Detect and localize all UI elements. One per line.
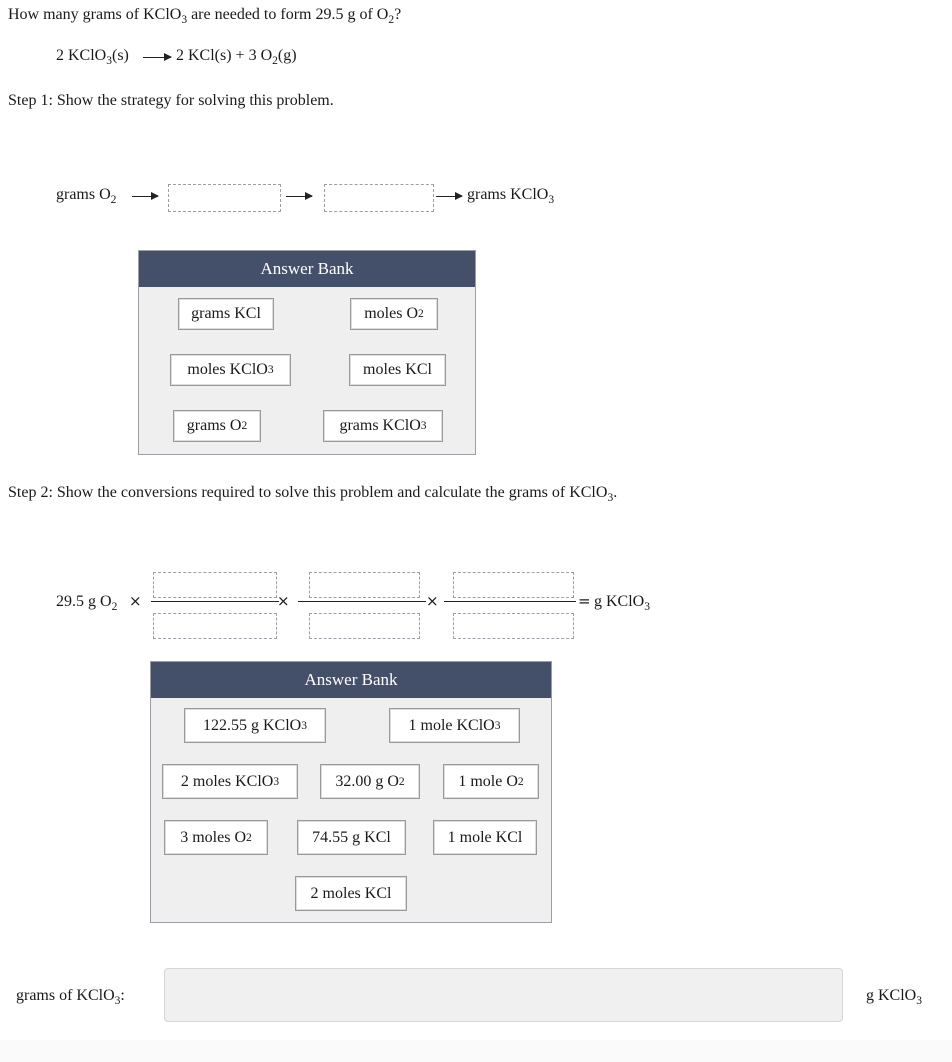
step2-instruction: Step 2: Show the conversions required to solve this problem and calculate the grams of KClO$_3$. (8, 484, 618, 505)
strategy-arrow-1 (132, 196, 158, 197)
chip-2-moles-kclo3[interactable]: 2 moles KClO 3 (162, 764, 298, 799)
times-sign-3: × (426, 592, 439, 610)
denominator-slot-2[interactable] (309, 613, 420, 639)
reaction-arrow (143, 57, 171, 58)
strategy-drop-slot-1[interactable] (168, 184, 281, 212)
answer-bank-step1 (138, 250, 476, 455)
answer-bank-title: Answer Bank (151, 662, 551, 698)
strategy-end-label: grams KClO$_3$ (467, 186, 555, 207)
grams-kclo3-answer-field[interactable] (164, 968, 843, 1022)
answer-unit: g KClO$_3$ (866, 987, 922, 1008)
chip-74-55-g-kcl[interactable]: 74.55 g KCl (297, 820, 406, 855)
answer-bank-step2 (150, 661, 552, 923)
fraction-bar-2 (298, 601, 426, 602)
chip-122-55-g-kclo3[interactable]: 122.55 g KClO 3 (184, 708, 326, 743)
result-unit: g KClO$_3$ (594, 593, 650, 614)
times-sign-2: × (277, 592, 290, 610)
answer-label: grams of KClO$_3$: (16, 987, 125, 1008)
numerator-slot-3[interactable] (453, 572, 574, 598)
fraction-bar-1 (151, 601, 279, 602)
chip-3-moles-o2[interactable]: 3 moles O 2 (164, 820, 268, 855)
step1-instruction: Step 1: Show the strategy for solving this problem. (8, 92, 334, 109)
chemical-equation-products: 2 KCl(s) + 3 $O_2(g)$ (176, 47, 297, 68)
numerator-slot-2[interactable] (309, 572, 420, 598)
strategy-drop-slot-2[interactable] (324, 184, 434, 212)
chip-grams-kclo3[interactable]: grams KClO 3 (323, 410, 443, 442)
chip-1-mole-o2[interactable]: 1 mole O 2 (443, 764, 539, 799)
denominator-slot-1[interactable] (153, 613, 277, 639)
chip-2-moles-kcl[interactable]: 2 moles KCl (295, 876, 407, 911)
chip-32-00-g-o2[interactable]: 32.00 g O 2 (320, 764, 420, 799)
chip-moles-o2[interactable]: moles O 2 (350, 298, 438, 330)
strategy-arrow-2 (286, 196, 312, 197)
chip-moles-kclo3[interactable]: moles KClO 3 (170, 354, 291, 386)
question-text: How many grams of KClO$_3$ are needed to form 29.5 g of $O_2$? (8, 6, 402, 27)
strategy-arrow-3 (436, 196, 462, 197)
times-sign-1: × (129, 592, 142, 610)
denominator-slot-3[interactable] (453, 613, 574, 639)
given-quantity: 29.5 g $O_2$ (56, 593, 118, 614)
numerator-slot-1[interactable] (153, 572, 277, 598)
chip-1-mole-kcl[interactable]: 1 mole KCl (433, 820, 537, 855)
chip-grams-o2[interactable]: grams O 2 (173, 410, 261, 442)
chip-moles-kcl[interactable]: moles KCl (349, 354, 446, 386)
chip-1-mole-kclo3[interactable]: 1 mole KClO 3 (389, 708, 520, 743)
fraction-bar-3 (444, 601, 576, 602)
chemical-equation-reactant: 2 KClO$_3$(s) (56, 47, 129, 68)
answer-bank-title: Answer Bank (139, 251, 475, 287)
equals-sign: = (578, 592, 591, 610)
page-footer (0, 1040, 952, 1062)
strategy-start-label: grams $O_2$ (56, 186, 117, 207)
chip-grams-kcl[interactable]: grams KCl (178, 298, 274, 330)
